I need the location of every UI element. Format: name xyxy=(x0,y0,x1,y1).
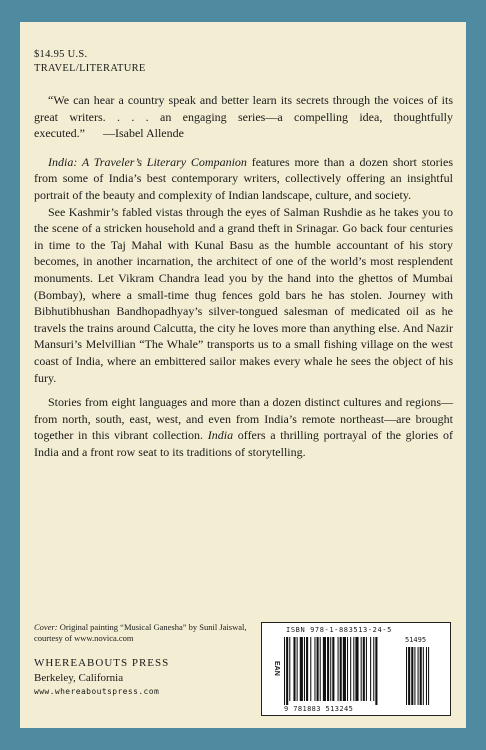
barcode-bar xyxy=(373,637,374,701)
supplement-bar xyxy=(426,647,427,705)
quote-attribution: —Isabel Allende xyxy=(102,126,184,141)
supplement-bar xyxy=(428,647,429,705)
barcode-bar xyxy=(355,637,358,701)
supplement-bar xyxy=(414,647,415,705)
barcode-bar xyxy=(343,637,346,701)
supplement-digits: 51495 xyxy=(405,636,427,644)
supplement-bar xyxy=(420,647,422,705)
barcode-bar xyxy=(297,637,298,701)
closing-title: India xyxy=(207,428,234,443)
price-category xyxy=(34,48,146,76)
closing-paragraph xyxy=(34,394,453,460)
barcode-bar xyxy=(366,637,367,701)
barcode-digits: 9 781883 513245 xyxy=(284,705,354,713)
barcode-bar xyxy=(340,637,342,701)
intro-paragraph xyxy=(34,154,453,204)
publisher-name: WHEREABOUTS PRESS xyxy=(34,657,170,669)
barcode-bar xyxy=(304,637,305,701)
barcode-bar xyxy=(363,637,365,701)
stories-paragraph: See Kashmir’s fabled vistas through the eyes of Salman Rushdie as he takes you to the scene of a stricken household and a grand theft in Srinagar. Go back four centuries in time to the Taj Mahal with Kunal Basu as the humble accountant of his story becomes, in another incarnation, the architect of one of the world’s most resplendent monuments. Let Vikram Chandra lead you by the hand into the ghettos of Mumbai (Bombay), where a small-time thug fences gold bars he has stolen. Journey with Bibhutibhushan Bandhopadhyay’s silver-tongued salesman of medicated oil as he travels the trains around Calcutta, the city he loves more than anything else. And Nazir Mansuri’s Melvillian “The Whale” transports us to a small fishing village on the west coast of India, where an embittered sailor makes every whale he sees the object of his fury. xyxy=(34,204,453,385)
barcode-bar xyxy=(323,637,326,701)
price: $14.95 U.S. xyxy=(34,49,88,60)
barcode-bar xyxy=(350,637,351,701)
publisher-location: Berkeley, California xyxy=(34,671,124,684)
category: TRAVEL/LITERATURE xyxy=(34,63,146,74)
back-cover-panel xyxy=(20,22,466,728)
cover-label: Cover: xyxy=(34,622,58,632)
closing-text-a: Stories from eight languages and more than a dozen distinct cultures and regions—from north, south, east, west, and even from India’s remote northeast—are brought together in this vibrant collection. xyxy=(34,395,453,443)
barcode-bar xyxy=(286,637,288,705)
barcode-bar xyxy=(317,637,319,701)
publisher-url: www.whereaboutspress.com xyxy=(34,687,160,696)
supplement-bar xyxy=(406,647,407,705)
supplement-bar xyxy=(418,647,419,705)
blurb-body xyxy=(34,92,453,460)
barcode-bar xyxy=(370,637,371,701)
barcode-bar xyxy=(310,637,311,701)
supplement-bar xyxy=(411,647,413,705)
barcode-bar xyxy=(332,637,334,701)
barcode-bar xyxy=(361,637,362,701)
barcode-bar xyxy=(375,637,377,705)
barcode-bar xyxy=(306,637,308,701)
publisher-block xyxy=(34,656,169,700)
endorsement-quote xyxy=(34,92,453,142)
cover-credit xyxy=(34,622,274,644)
barcode-bars xyxy=(282,637,446,705)
barcode-bar xyxy=(300,637,303,701)
closing-text-b: offers a thrilling portrayal of the glories of India and a front row seat to its traditions of storytelling. xyxy=(34,428,453,459)
quote-text: “We can hear a country speak and better learn its secrets through the voices of its great writers. . . . an engaging series—a compelling idea, thoughtfully executed.” xyxy=(34,93,453,141)
supplement-bar xyxy=(408,647,410,705)
barcode-bar xyxy=(314,637,315,701)
cover-credit-text: Original painting “Musical Ganesha” by Sunil Jaiswal, courtesy of www.novica.com xyxy=(34,622,247,643)
isbn-number: ISBN 978-1-883513-24-5 xyxy=(286,626,392,634)
intro-text: features more than a dozen short stories from some of India’s best contemporary writers, collectively offering an insightful portrait of the beauty and complexity of Indian landscape, culture, and society. xyxy=(34,154,453,202)
book-title: India: A Traveler’s Literary Companion xyxy=(48,154,247,169)
barcode-bar xyxy=(347,637,348,701)
barcode-bar xyxy=(327,637,329,701)
barcode-bar xyxy=(353,637,354,701)
barcode-bar xyxy=(289,637,290,701)
isbn-barcode xyxy=(261,622,451,716)
ean-label: EAN xyxy=(273,661,280,676)
barcode-bar xyxy=(320,637,321,701)
barcode-bar xyxy=(338,637,339,701)
barcode-bar xyxy=(284,637,285,705)
supplement-bar xyxy=(423,647,424,705)
barcode-bar xyxy=(293,637,295,701)
barcode-bar xyxy=(330,637,331,701)
